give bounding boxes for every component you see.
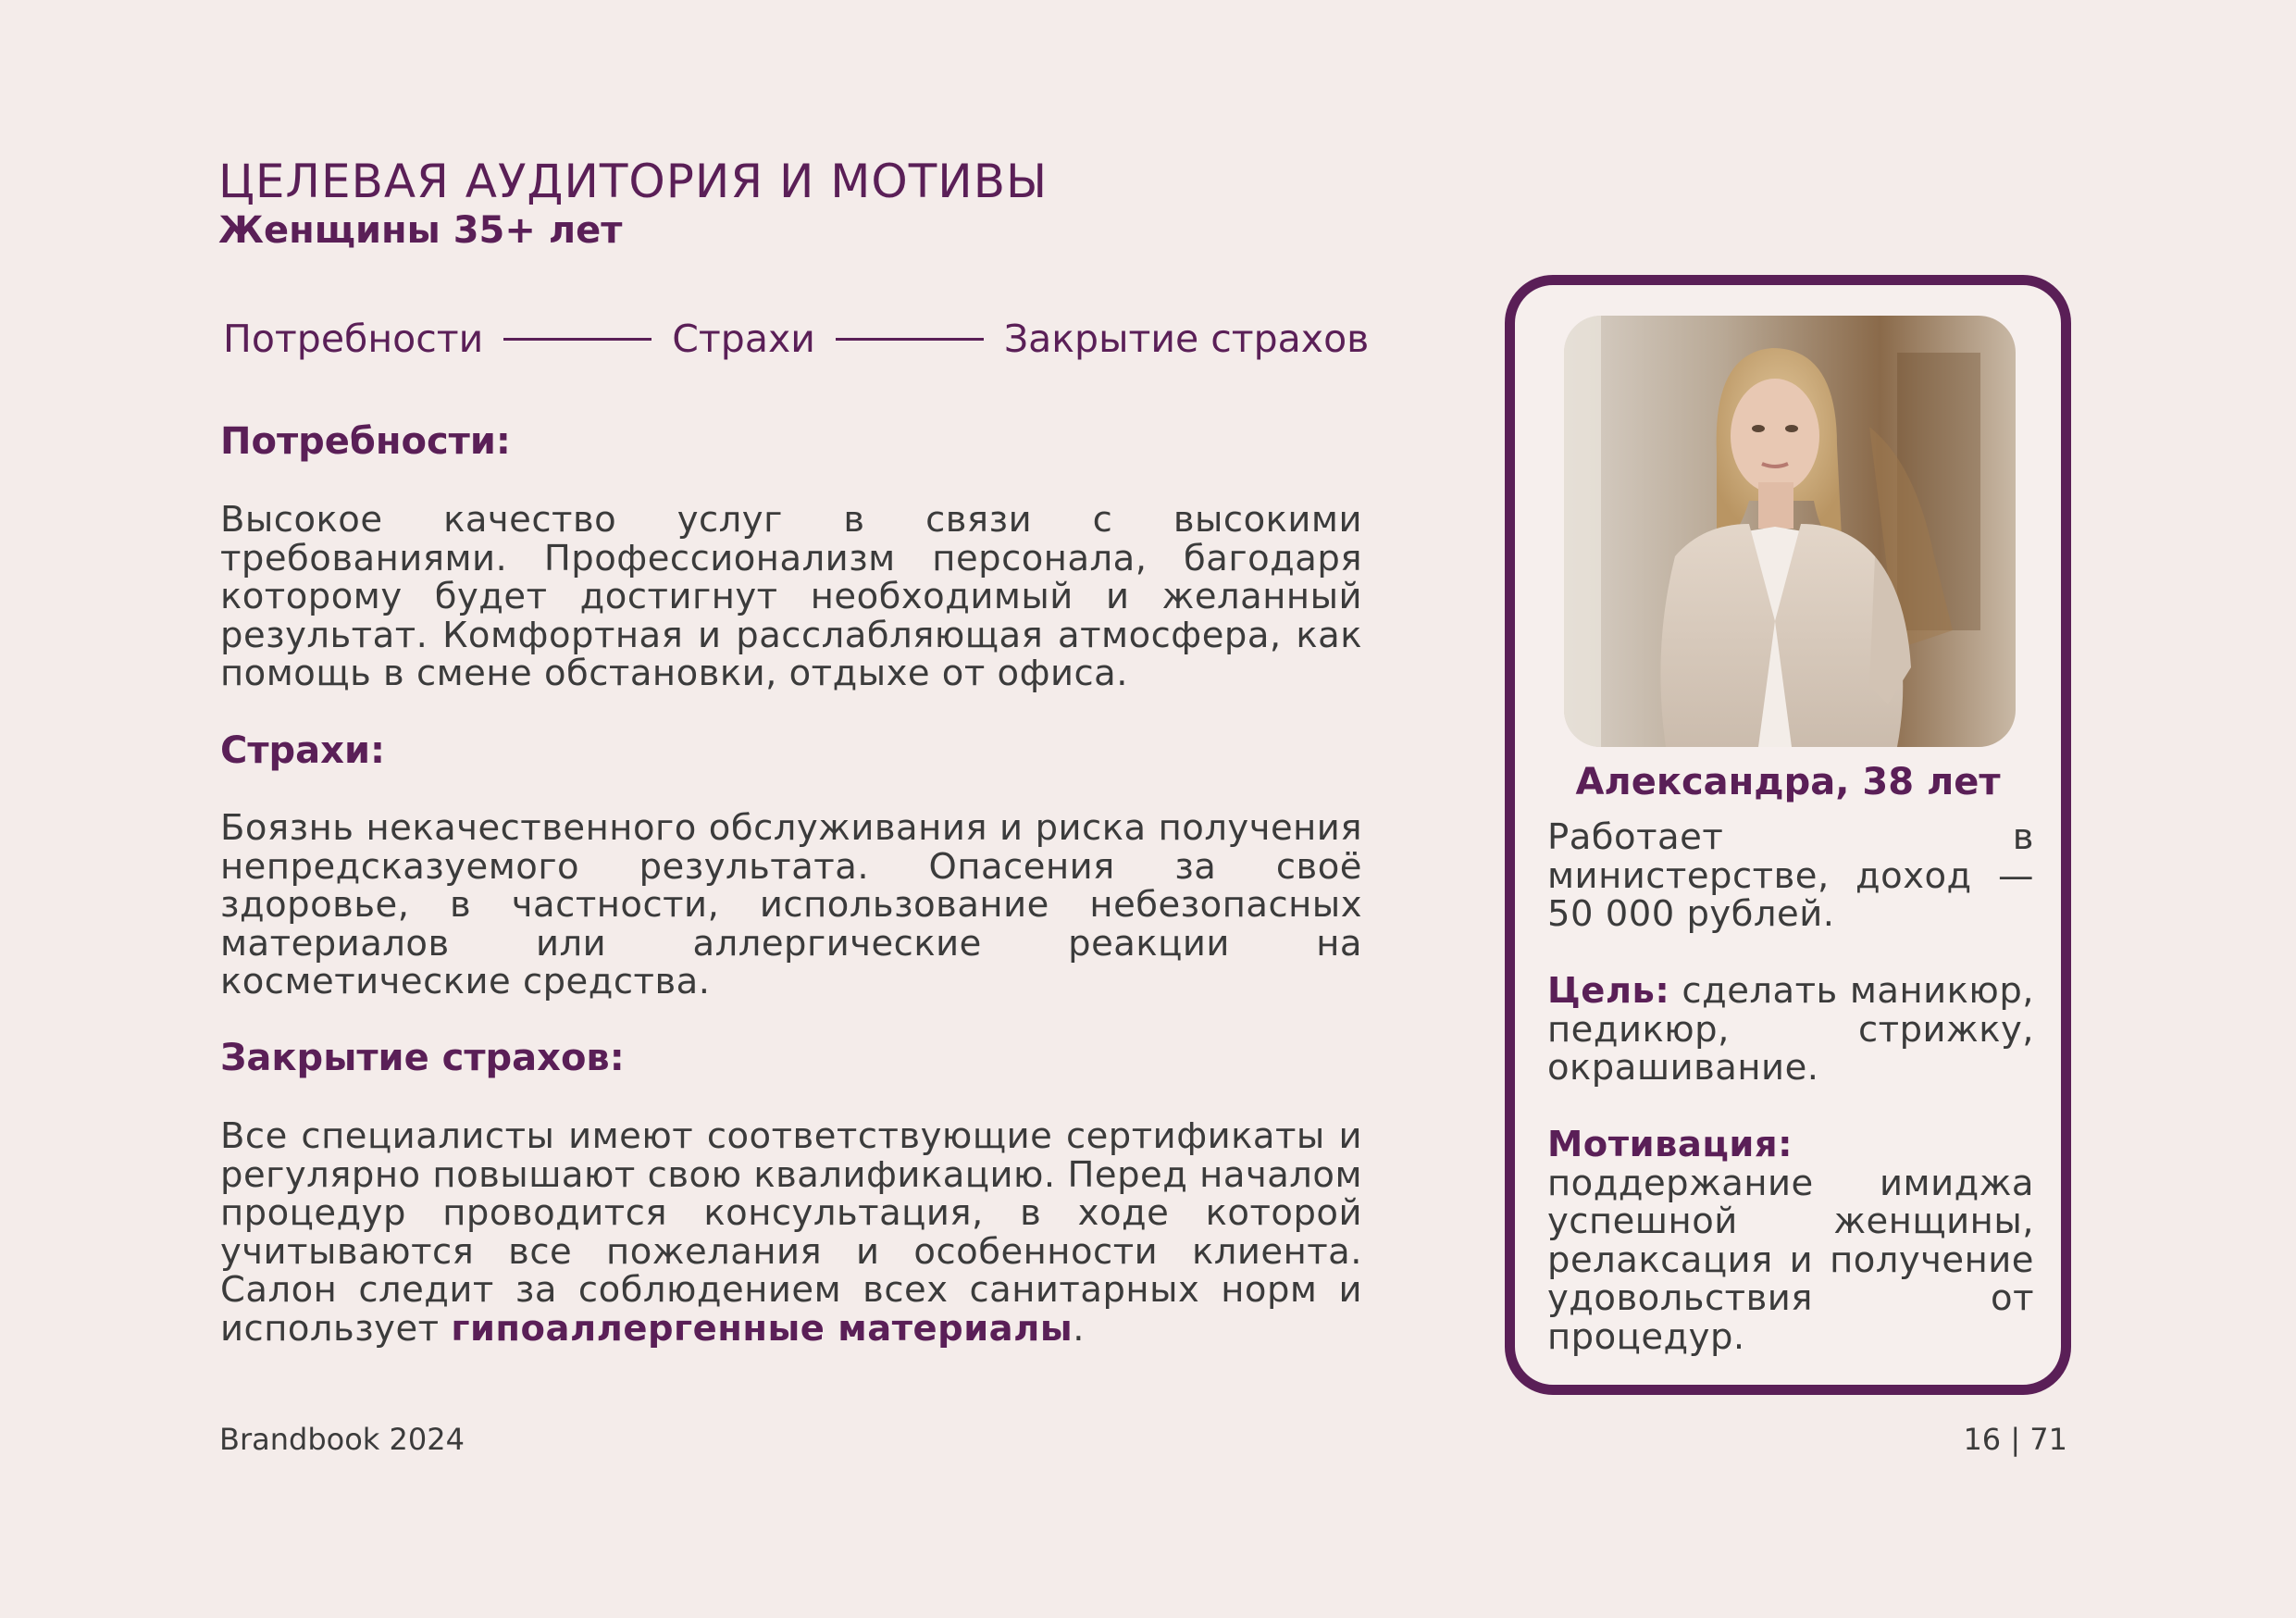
flow-diagram — [223, 311, 1380, 367]
page-title: ЦЕЛЕВАЯ АУДИТОРИЯ И МОТИВЫ — [218, 155, 1049, 208]
fears-heading: Страхи: — [220, 729, 385, 772]
closing-text — [220, 1117, 1362, 1348]
flow-connector — [503, 338, 652, 341]
motivation-text: поддержание имиджа успешной женщины, релаксация и получение удовольствия от процедур. — [1547, 1162, 2034, 1358]
footer-brandbook: Brandbook 2024 — [219, 1422, 465, 1457]
fears-text: Боязнь некачественного обслуживания и риска получения непредсказуемого результата. Опасения за своё здоровье, в частности, использование небезопасных материалов или аллергические реакции на косметические средства. — [220, 807, 1362, 1002]
persona-motivation — [1547, 1126, 2034, 1356]
closing-highlight: гипоаллергенные материалы — [451, 1307, 1074, 1350]
closing-end: . — [1073, 1307, 1085, 1350]
flow-step-fears: Страхи — [672, 317, 815, 361]
persona-photo — [1564, 316, 2016, 747]
persona-name: Александра, 38 лет — [1575, 761, 2001, 803]
persona-goal — [1547, 972, 2034, 1088]
closing-heading: Закрытие страхов: — [220, 1037, 625, 1079]
motivation-label: Мотивация: — [1547, 1124, 1793, 1165]
flow-step-closing: Закрытие страхов — [1003, 317, 1370, 361]
persona-job: Работает в министерстве, доход — 50 000 рублей. — [1547, 816, 2034, 935]
persona-photo-image — [1564, 316, 2016, 747]
closing-body: Все специалисты имеют соответствующие сертификаты и регулярно повышают свою квалификацию. Перед началом процедур проводится консультация, в ходе которой учитываются все пожелания и особенности клиента. Салон следит за соблюдением всех санитарных норм и использует — [220, 1115, 1362, 1350]
goal-text: сделать маникюр, педикюр, стрижку, окрашивание. — [1547, 970, 2034, 1089]
flow-step-needs: Потребности — [223, 317, 484, 361]
page-subtitle: Женщины 35+ лет — [218, 209, 623, 252]
needs-text: Высокое качество услуг в связи с высокими требованиями. Профессионализм персонала, багодаря которому будет достигнут необходимый и желанный результат. Комфортная и расслабляющая атмосфера, как помощь в смене обстановки, отдыхе от офиса. — [220, 499, 1362, 694]
needs-heading: Потребности: — [220, 420, 511, 463]
goal-label: Цель: — [1547, 970, 1670, 1012]
flow-connector — [836, 338, 984, 341]
page-number: 16 | 71 — [1963, 1422, 2067, 1457]
